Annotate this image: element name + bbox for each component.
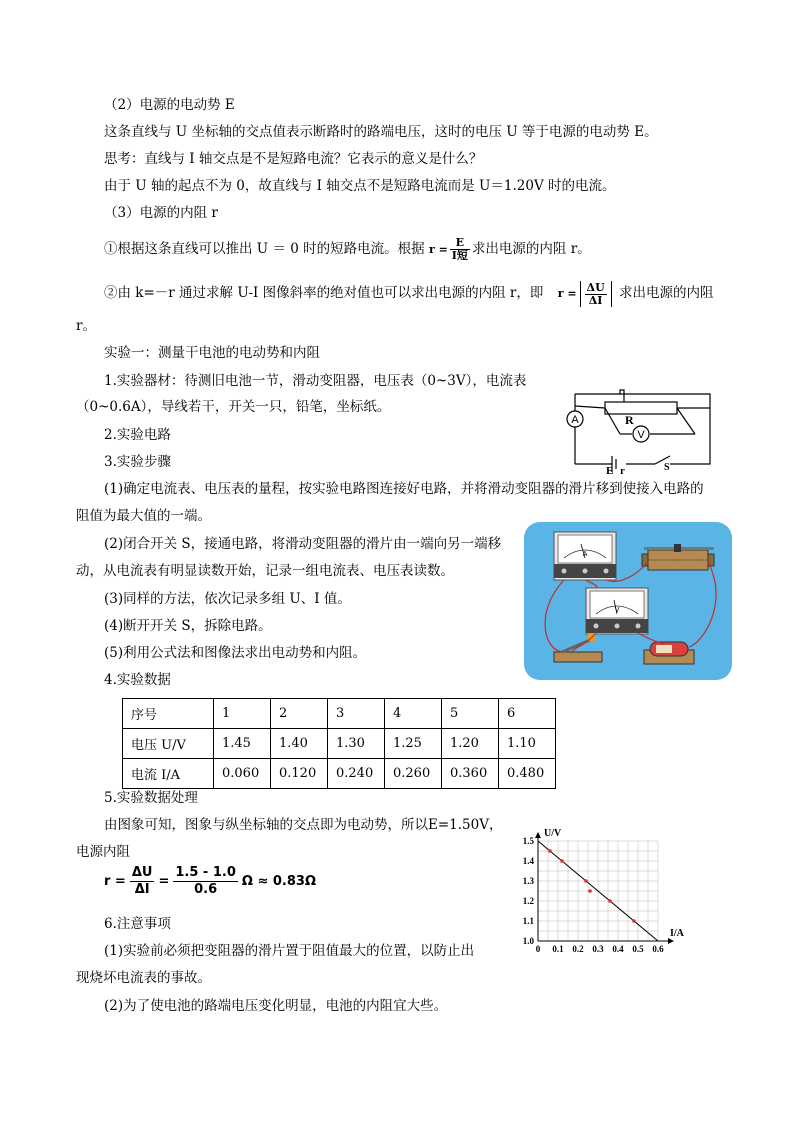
table-cell: 1.25: [385, 729, 442, 759]
calc-den1: ΔI: [134, 882, 150, 897]
table-header-cell: 2: [271, 699, 328, 729]
table-header-cell: 3: [328, 699, 385, 729]
step1b: 阻值为最大值的一端。: [76, 508, 211, 524]
x-tick-label: 0.5: [632, 944, 644, 954]
calc-fraction-2: [173, 865, 238, 898]
item2-text-after: 求出电源的内阻: [618, 285, 714, 301]
circuit-label: 2.实验电路: [104, 427, 171, 443]
section2-p2: 思考：直线与 I 轴交点是不是短路电流？它表示的意义是什么？: [104, 151, 483, 167]
ammeter-label: A: [571, 414, 579, 426]
battery-device: [644, 642, 694, 664]
data-table: [122, 698, 556, 789]
x-tick-label: 0.6: [652, 944, 664, 954]
data-point: [560, 859, 564, 863]
calc-eq: =: [158, 874, 170, 889]
table-cell: 1.10: [499, 729, 556, 759]
y-tick-label: 1.4: [522, 856, 534, 866]
step1a: (1)确定电流表、电压表的量程，按实验电路图连接好电路，并将滑动变阻器的滑片移到使接入电路的: [104, 481, 704, 497]
calc-result: Ω ≈ 0.83Ω: [241, 874, 317, 889]
x-tick-label: 0.1: [552, 944, 564, 954]
calc-num2: 1.5 - 1.0: [175, 865, 236, 880]
chart-ticks: [523, 836, 664, 954]
item2-denominator: ΔI: [588, 293, 603, 307]
item2-text-before: ②由 k=－r 通过求解 U-I 图像斜率的绝对值也可以求出电源的内阻 r，即: [104, 285, 544, 301]
table-header-cell: 1: [214, 699, 271, 729]
data-label: 4.实验数据: [104, 672, 171, 688]
item2-fraction: [585, 282, 607, 307]
notes-label: 6.注意事项: [104, 916, 171, 932]
y-tick-label: 1.1: [522, 916, 534, 926]
process-p2: 电源内阻: [76, 844, 130, 860]
y-tick-label: 1.5: [522, 836, 534, 846]
step2b: 动，从电流表有明显读数开始，记录一组电流表、电压表读数。: [76, 563, 454, 579]
table-cell: 0.480: [499, 759, 556, 789]
voltmeter-device: [586, 588, 648, 634]
item2-abs: [580, 281, 612, 307]
calc-fraction-1: [130, 865, 155, 898]
x-tick-label: 0: [535, 944, 541, 954]
ammeter-face-label: A: [582, 550, 588, 558]
section3-heading: （3）电源的内阻 r: [104, 205, 218, 221]
internal-resistance-label: r: [620, 465, 625, 476]
rheostat-device: [642, 544, 714, 570]
y-tick-label: 1.0: [522, 936, 534, 946]
item1-numerator: E: [450, 237, 470, 250]
process-p1: 由图象可知，图象与纵坐标轴的交点即为电动势，所以E=1.50V，: [104, 817, 503, 833]
item1-text-before: ①根据这条直线可以推出 U ＝ 0 时的短路电流。根据: [104, 241, 425, 257]
x-tick-label: 0.4: [612, 944, 624, 954]
emf-label: E: [606, 465, 614, 476]
table-row-label: 电流 I/A: [123, 759, 214, 789]
table-row: [123, 699, 556, 729]
x-tick-label: 0.2: [572, 944, 584, 954]
item2-numerator: ΔU: [586, 280, 605, 294]
note1b: 现烧坏电流表的事故。: [76, 970, 211, 986]
item2-formula-lhs: r =: [557, 287, 577, 300]
switch-label: S: [664, 462, 670, 473]
process-label: 5.实验数据处理: [104, 790, 198, 806]
circuit-diagram: [560, 386, 720, 476]
table-header-cell: 5: [442, 699, 499, 729]
y-axis-arrow: [535, 832, 541, 838]
apparatus-illustration: [524, 522, 732, 680]
table-header-cell: 6: [499, 699, 556, 729]
data-point: [584, 879, 588, 883]
item1-fraction: [450, 237, 470, 262]
experiment-title: 实验一：测量干电池的电动势和内阻: [104, 345, 320, 361]
y-tick-label: 1.2: [522, 896, 534, 906]
section3-item2: [104, 280, 713, 307]
data-point: [608, 899, 612, 903]
table-cell: 0.260: [385, 759, 442, 789]
section3-item2-cont: r。: [76, 318, 96, 334]
note2: (2)为了使电池的路端电压变化明显，电池的内阻宜大些。: [104, 998, 448, 1014]
calc-den2: 0.6: [194, 882, 218, 897]
item1-formula-lhs: r =: [428, 243, 448, 256]
y-tick-label: 1.3: [522, 876, 534, 886]
section2-p1: 这条直线与 U 坐标轴的交点值表示断路时的路端电压，这时的电压 U 等于电源的电动势 E。: [104, 124, 658, 140]
steps-label: 3.实验步骤: [104, 454, 171, 470]
table-cell: 1.20: [442, 729, 499, 759]
step5: (5)利用公式法和图像法求出电动势和内阻。: [104, 645, 367, 661]
table-cell: 0.060: [214, 759, 271, 789]
item1-text-after: 求出电源的内阻 r。: [471, 241, 591, 257]
table-row-label: 电压 U/V: [123, 729, 214, 759]
calc-lhs: r =: [104, 874, 126, 889]
voltmeter-face-label: V: [614, 606, 620, 614]
table-cell: 0.240: [328, 759, 385, 789]
chart-ylabel: U/V: [544, 828, 562, 839]
table-header-cell: 序号: [123, 699, 214, 729]
ammeter-device: [554, 532, 616, 580]
data-point: [588, 889, 592, 893]
u-i-chart: [510, 820, 690, 960]
internal-resistance-formula: [104, 865, 316, 898]
table-cell: 0.120: [271, 759, 328, 789]
table-cell: 1.40: [271, 729, 328, 759]
voltmeter-label: V: [637, 429, 645, 441]
data-point: [548, 849, 552, 853]
table-cell: 1.45: [214, 729, 271, 759]
table-cell: 1.30: [328, 729, 385, 759]
table-row: [123, 759, 556, 789]
resistor-label: R: [625, 413, 634, 427]
table-header-cell: 4: [385, 699, 442, 729]
section3-item1: [104, 236, 591, 263]
table-row: [123, 729, 556, 759]
x-tick-label: 0.3: [592, 944, 604, 954]
data-point: [632, 919, 636, 923]
equipment-label: 1.实验器材：待测旧电池一节，滑动变阻器，电压表（0~3V），电流表: [104, 373, 527, 389]
step2a: (2)闭合开关 S，接通电路，将滑动变阻器的滑片由一端向另一端移: [104, 536, 502, 552]
table-cell: 0.360: [442, 759, 499, 789]
section2-p3: 由于 U 轴的起点不为 0，故直线与 I 轴交点不是短路电流而是 U＝1.20V 时的电流。: [104, 178, 616, 194]
chart-xlabel: I/A: [670, 928, 684, 939]
step3: (3)同样的方法，依次记录多组 U、I 值。: [104, 591, 351, 607]
equipment-cont: （0~0.6A），导线若干，开关一只，铅笔，坐标纸。: [76, 399, 391, 415]
item1-denominator: I短: [451, 249, 468, 262]
step4: (4)断开开关 S，拆除电路。: [104, 618, 272, 634]
note1a: (1)实验前必须把变阻器的滑片置于阻值最大的位置，以防止出: [104, 943, 475, 959]
section2-heading: （2）电源的电动势 E: [104, 97, 235, 113]
calc-num1: ΔU: [131, 865, 153, 880]
